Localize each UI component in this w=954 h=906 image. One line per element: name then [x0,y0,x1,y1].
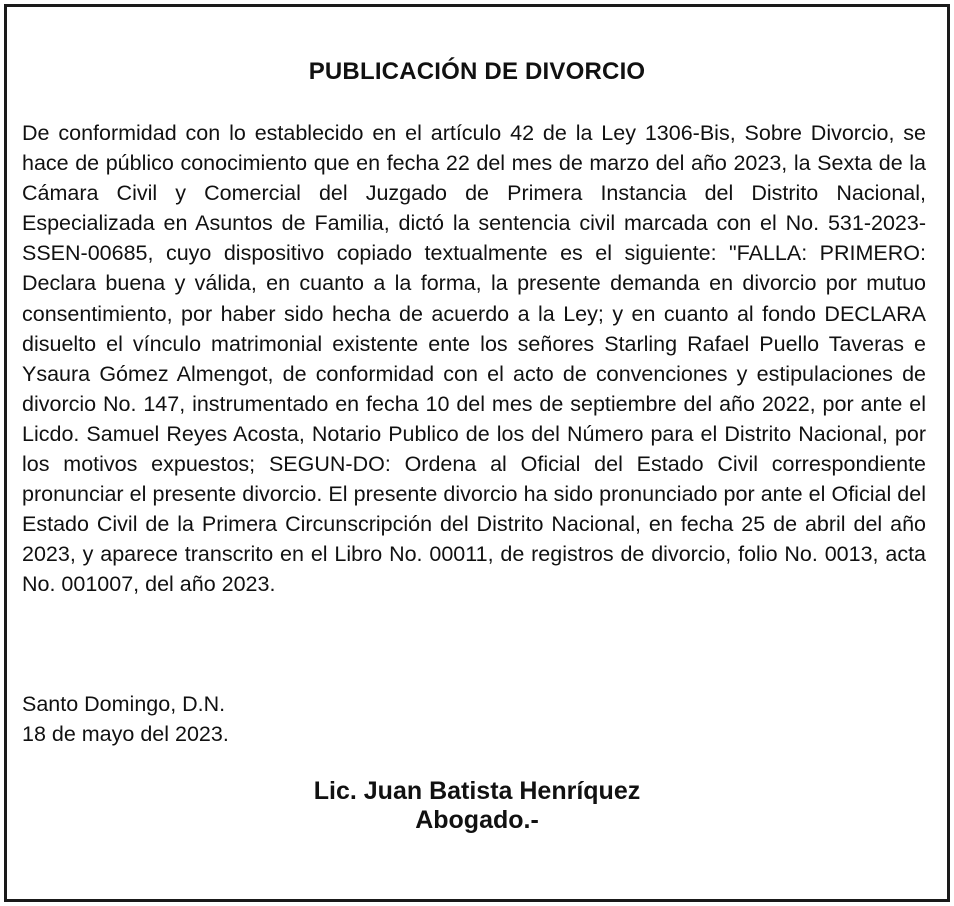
notice-title: PUBLICACIÓN DE DIVORCIO [308,58,646,85]
notice-body: De conformidad con lo establecido en el artículo 42 de la Ley 1306-Bis, Sobre Divorcio, se hace de público conocimiento que en fecha 22 del mes de marzo del año 2023, la Sexta de la Cámara Civil y Comercial del Juzgado de Primera Instancia del Distrito Nacional, Especializada en Asuntos de Familia, dictó la sentencia civil marcada con el No. 531-2023-SSEN-00685, cuyo dispositivo copiado textualmente es el siguiente: "FALLA: PRIMERO: Declara buena y válida, en cuanto a la forma, la presente demanda en divorcio por mutuo consentimiento, por haber sido hecha de acuerdo a la Ley; y en cuanto al fondo DECLARA disuelto el vínculo matrimonial existente ente los señores Starling Rafael Puello Taveras e Ysaura Gómez Almengot, de conformidad con el acto de convenciones y estipulaciones de divorcio No. 147, instrumentado en fecha 10 del mes de septiembre del año 2022, por ante el Licdo. Samuel Reyes Acosta, Notario Publico de los del Número para el Distrito Nacional, por los motivos expuestos; SEGUN-DO: Ordena al Oficial del Estado Civil correspondiente pronunciar el presente divorcio. El presente divorcio ha sido pronunciado por ante el Oficial del Estado Civil de la Primera Circunscripción del Distrito Nacional, en fecha 25 de abril del año 2023, y aparece transcrito en el Libro No. 00011, de registros de divorcio, folio No. 0013, acta No. 001007, del año 2023. [22,121,926,597]
place-line: Santo Domingo, D.N. [22,692,226,716]
date-line: 18 de mayo del 2023. [22,722,229,746]
signatory-title: Abogado.- [415,806,539,834]
signatory-name: Lic. Juan Batista Henríquez [313,777,641,805]
